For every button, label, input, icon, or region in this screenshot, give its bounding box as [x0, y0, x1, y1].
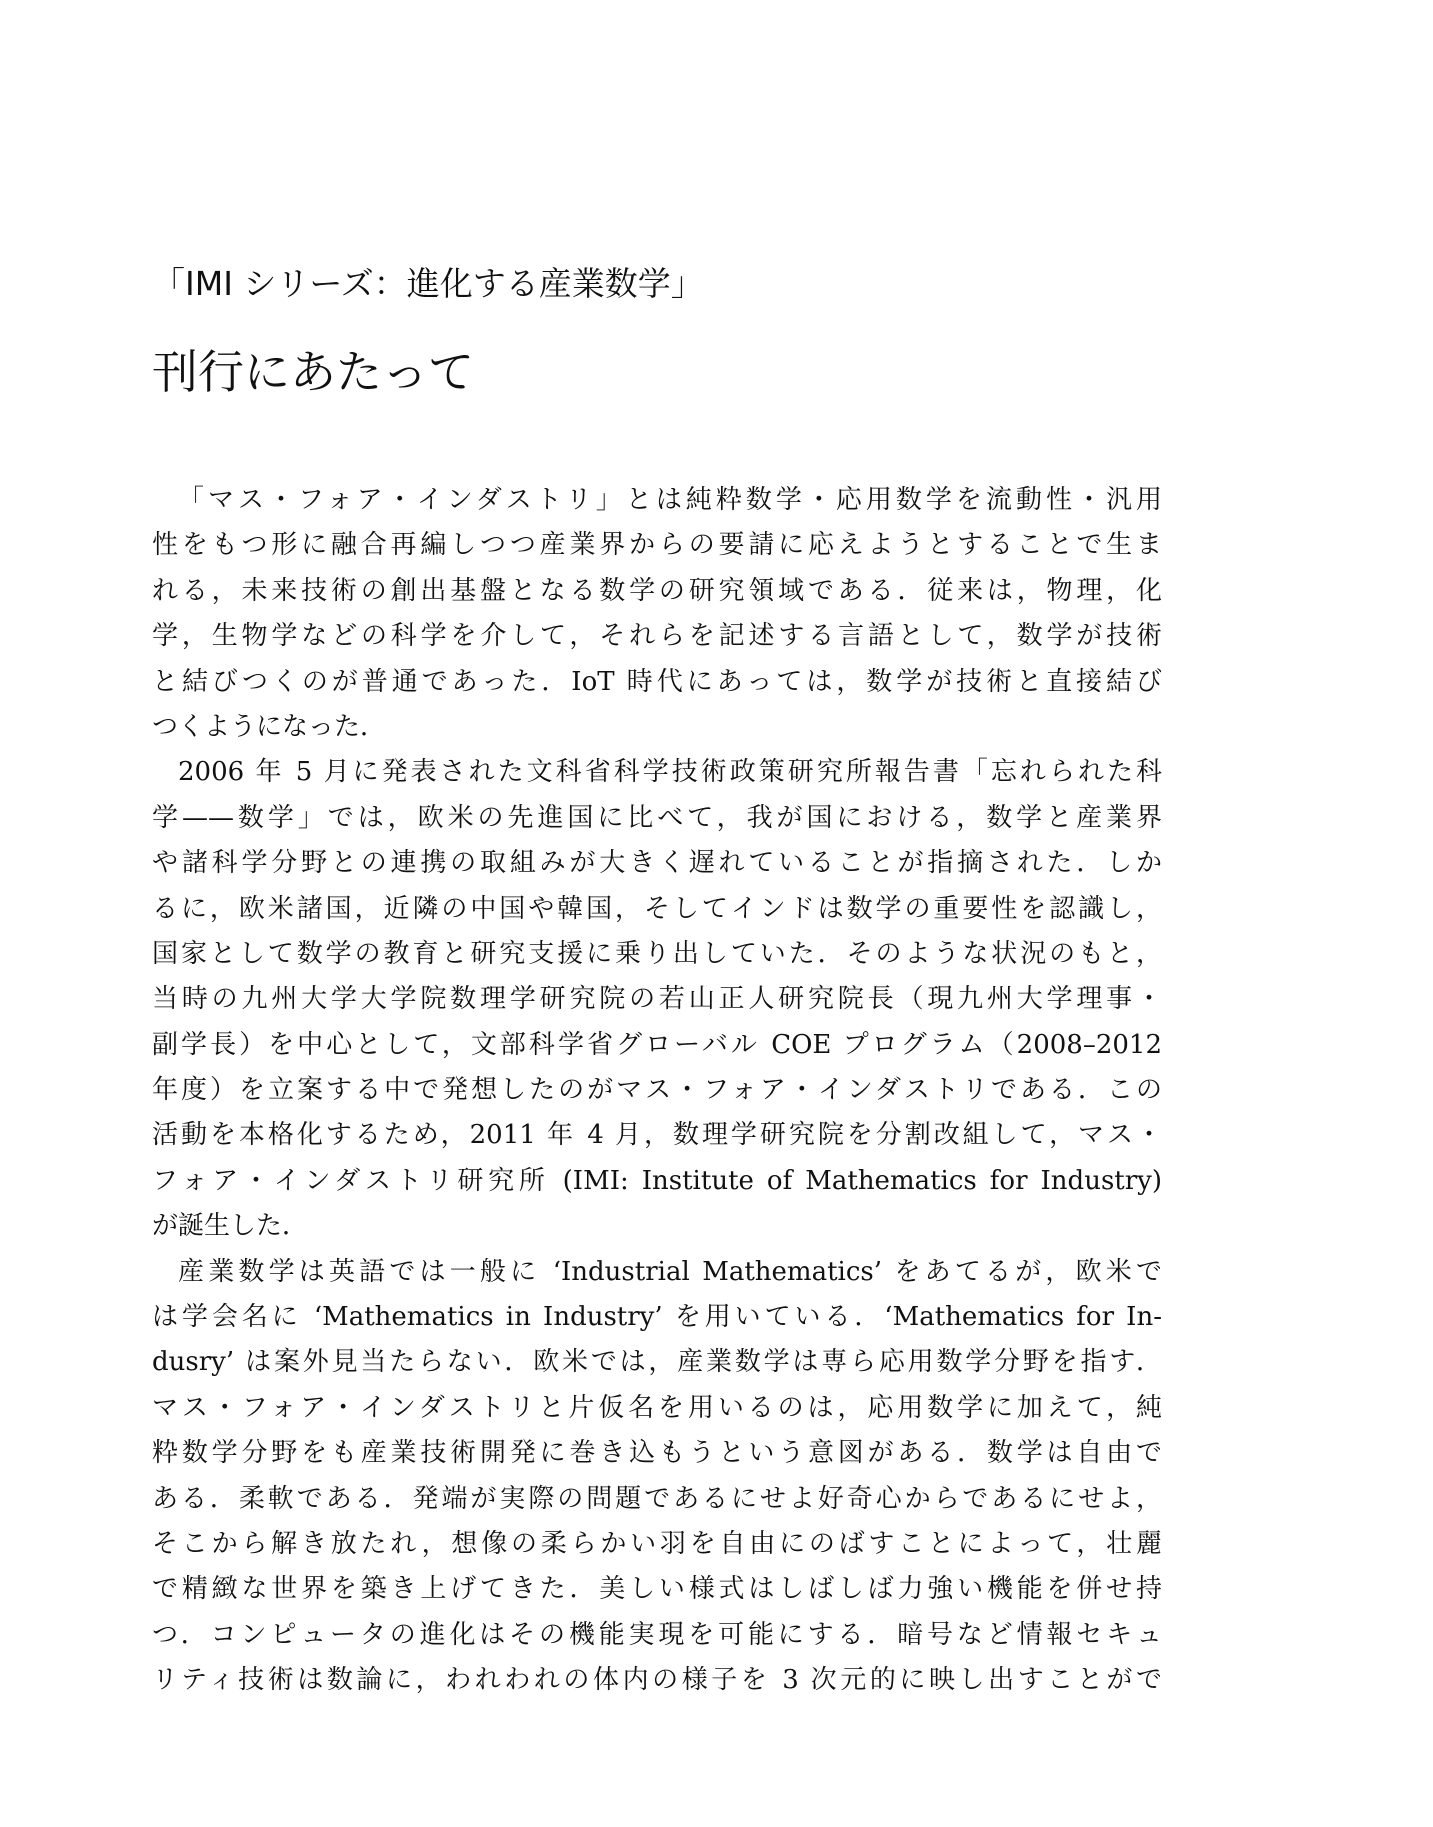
text-line: つくようになった． [152, 711, 387, 742]
text-line: 粋数学分野をも産業技術開発に巻き込もうという意図がある．数学は自由で [152, 1438, 1162, 1469]
text-line: 性をもつ形に融合再編しつつ産業界からの要請に応えようとすることで生ま [152, 530, 1162, 561]
text-line: ある．柔軟である．発端が実際の問題であるにせよ好奇心からであるにせよ， [152, 1483, 1162, 1514]
text-line: 産業数学は英語では一般に ‘Industrial Mathematics’ をあてるが，欧米で [178, 1256, 1162, 1287]
text-line: マス・フォア・インダストリと片仮名を用いるのは，応用数学に加えて，純 [152, 1392, 1162, 1423]
text-line: 副学長）を中心として，文部科学省グローバル COE プログラム（2008–2012 [152, 1029, 1162, 1060]
text-line: 2006 年 5 月に発表された文科省科学技術政策研究所報告書「忘れられた科 [178, 757, 1162, 788]
text-line: と結びつくのが普通であった．IoT 時代にあっては，数学が技術と直接結び [152, 666, 1162, 697]
text-line: 活動を本格化するため，2011 年 4 月，数理学研究院を分割改組して，マス・ [152, 1120, 1162, 1151]
text-line: そこから解き放たれ，想像の柔らかい羽を自由にのばすことによって，壮麗 [152, 1528, 1162, 1559]
text-line: は学会名に ‘Mathematics in Industry’ を用いている．‘Mathematics for In- [152, 1302, 1162, 1333]
text-line: 国家として数学の教育と研究支援に乗り出していた．そのような状況のもと， [152, 938, 1162, 969]
text-line: や諸科学分野との連携の取組みが大きく遅れていることが指摘された．しか [152, 848, 1162, 879]
text-line: つ．コンピュータの進化はその機能実現を可能にする．暗号など情報セキュ [152, 1619, 1162, 1650]
text-line: リティ技術は数論に，われわれの体内の様子を 3 次元的に映し出すことがで [152, 1665, 1162, 1696]
text-line: 学——数学」では，欧米の先進国に比べて，我が国における，数学と産業界 [152, 802, 1162, 833]
text-line: 学，生物学などの科学を介して，それらを記述する言語として，数学が技術 [152, 621, 1162, 652]
page-title: 刊行にあたって [152, 345, 474, 399]
text-line: が誕生した． [152, 1211, 309, 1242]
text-line: フォア・インダストリ研究所 (IMI: Institute of Mathematics for Industry) [152, 1165, 1162, 1196]
text-line: 「マス・フォア・インダストリ」とは純粋数学・応用数学を流動性・汎用 [178, 485, 1162, 515]
text-line: るに，欧米諸国，近隣の中国や韓国，そしてインドは数学の重要性を認識し， [152, 893, 1162, 924]
text-line: dusry’ は案外見当たらない．欧米では，産業数学は専ら応用数学分野を指す． [152, 1347, 1162, 1378]
text-line: 年度）を立案する中で発想したのがマス・フォア・インダストリである．この [152, 1075, 1162, 1106]
body-text [152, 478, 1162, 1704]
series-title: 「IMI シリーズ：進化する産業数学」 [152, 264, 704, 303]
text-line: 当時の九州大学大学院数理学研究院の若山正人研究院長（現九州大学理事・ [152, 984, 1162, 1015]
text-line: で精緻な世界を築き上げてきた．美しい様式はしばしば力強い機能を併せ持 [152, 1574, 1162, 1605]
text-line: れる，未来技術の創出基盤となる数学の研究領域である．従来は，物理，化 [152, 575, 1162, 606]
